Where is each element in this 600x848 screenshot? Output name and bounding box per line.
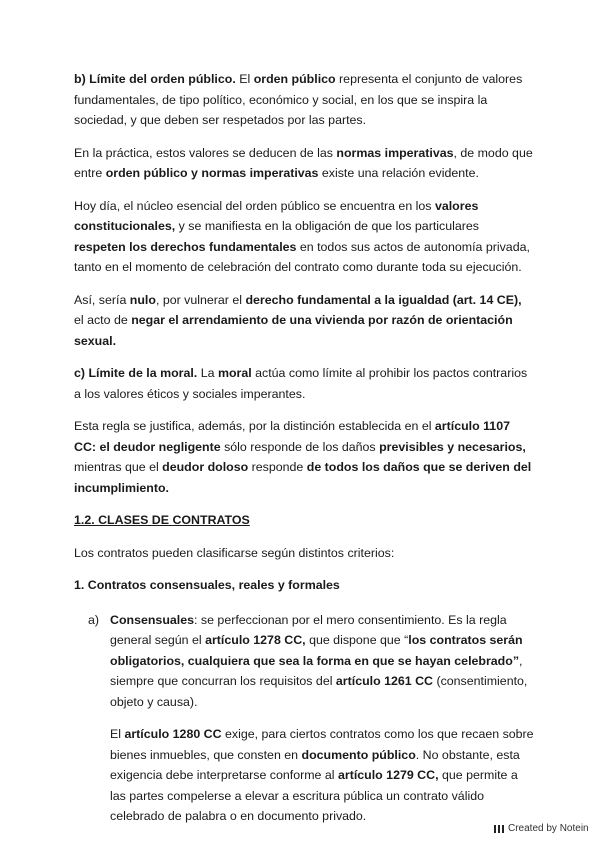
paragraph-consensuales (110, 610, 534, 713)
bold-text: negar el arrendamiento de una vivienda por razón de orientación sexual. (74, 313, 513, 348)
bold-text: artículo 1107 CC: el deudor negligente (74, 419, 510, 454)
text: El (110, 727, 125, 741)
paragraph-limite-moral (74, 363, 534, 404)
list-item-consensuales (74, 610, 534, 827)
bold-text: nulo (129, 292, 156, 307)
subsection-heading: 1. Contratos consensuales, reales y formales (74, 578, 340, 592)
bold-text: previsibles y necesarios, (379, 439, 526, 454)
text: responde (248, 460, 307, 474)
text: : se perfeccionan por el mero consentimiento. Es la regla general según el (110, 612, 507, 647)
notein-logo-icon (494, 823, 504, 834)
text: , de modo que entre (74, 145, 533, 180)
bold-text: normas imperativas (336, 145, 454, 160)
bold-text: de todos los daños que se deriven del incumplimiento. (74, 460, 532, 495)
text: Hoy día, el núcleo esencial del orden público se encuentra en los (74, 198, 435, 213)
text: exige, para ciertos contratos como los que recaen sobre bienes inmuebles, que consten en (110, 727, 534, 762)
text: , siempre que concurran los requisitos del (110, 653, 523, 688)
bold-text: c) Límite de la moral. (74, 366, 198, 380)
bold-text: artículo 1261 CC (335, 674, 434, 688)
footer-watermark (494, 823, 589, 834)
bold-text: artículo 1280 CC (124, 727, 222, 741)
text: mientras que el (74, 460, 163, 474)
paragraph-articulo-1107 (74, 416, 534, 498)
list-marker: a) (88, 612, 100, 627)
paragraph-orden-publico (74, 69, 534, 131)
section-heading: 1.2. CLASES DE CONTRATOS (74, 513, 250, 527)
text: , por vulnerar el (155, 292, 246, 307)
text: En la práctica, estos valores se deducen de las (74, 145, 337, 160)
paragraph-normas-imperativas (74, 143, 534, 184)
text: que permite a las partes compelerse a elevar a escritura pública un contrato válido celebrado de palabra o en documento privado. (110, 768, 518, 823)
bold-text: Consensuales (110, 612, 195, 627)
text: Así, sería (74, 292, 130, 307)
document-page (74, 69, 534, 839)
bold-text: b) Límite del orden público. (74, 72, 236, 86)
paragraph-nulidad-ejemplo (74, 290, 534, 352)
text: representa el conjunto de valores fundamentales, de tipo político, económico y social, en los que se inspira la sociedad, y que deben ser respetados por las partes. (74, 72, 523, 127)
bold-text: deudor doloso (162, 460, 249, 474)
paragraph-valores-constitucionales (74, 196, 534, 278)
bold-text: artículo 1279 CC, (337, 768, 439, 782)
text: sólo responde de los daños (220, 439, 380, 454)
text: y se manifiesta en la obligación de que los particulares (175, 219, 479, 233)
bold-text: valores constitucionales, (74, 198, 479, 233)
text: El (235, 72, 254, 86)
text: Esta regla se justifica, además, por la distinción establecida en el (74, 419, 435, 433)
text: (consentimiento, objeto y causa). (110, 674, 528, 709)
text: actúa como límite al prohibir los pactos contrarios a los valores éticos y sociales imperantes. (74, 366, 528, 401)
bold-text: respeten los derechos fundamentales (74, 239, 297, 254)
paragraph-intro-clases: Los contratos pueden clasificarse según distintos criterios: (74, 545, 395, 560)
bold-text: orden público (253, 72, 336, 86)
bold-text: orden público y normas imperativas (105, 166, 319, 180)
text: La (197, 366, 218, 380)
bold-text: derecho fundamental a la igualdad (art. 14 CE), (245, 292, 522, 307)
text: el acto de (74, 313, 132, 327)
bold-text: documento público (301, 747, 416, 762)
bold-text: moral (217, 366, 252, 380)
footer-text: Created by Notein (508, 823, 589, 834)
bold-text: artículo 1278 CC, (205, 633, 306, 647)
paragraph-articulo-1280 (110, 724, 534, 827)
text: en todos sus actos de autonomía privada, tanto en el momento de celebración del contrato como durante toda su ejecución. (74, 239, 530, 274)
text: . No obstante, esta exigencia debe interpretarse conforme al (110, 747, 520, 782)
text: que dispone que “ (305, 633, 409, 647)
text: existe una relación evidente. (318, 166, 479, 180)
bold-text: los contratos serán obligatorios, cualquiera que sea la forma en que se hayan celebrado” (110, 633, 523, 668)
